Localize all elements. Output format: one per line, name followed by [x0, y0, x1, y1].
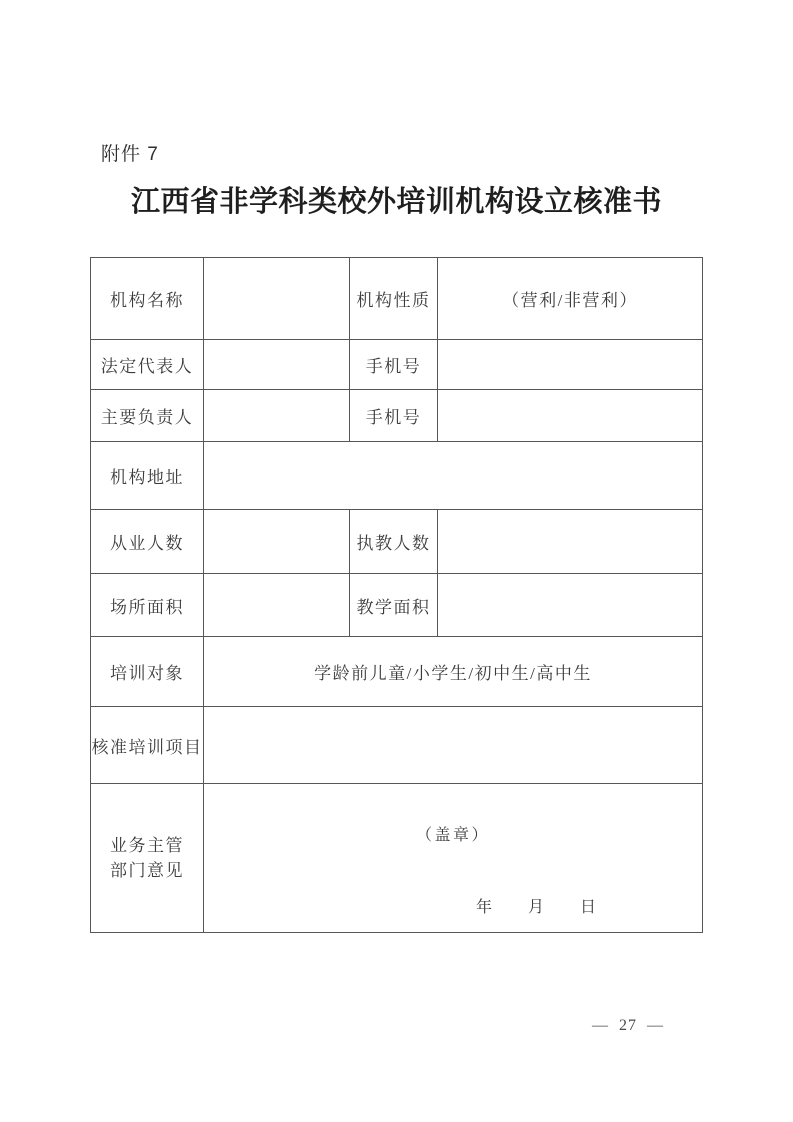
date-day-label: 日 [579, 899, 596, 916]
input-cell-teacher-count [438, 510, 703, 574]
table-row-training-targets [91, 637, 703, 707]
label-legal-representative: 法定代表人 [91, 340, 204, 390]
page-number: — 27 — [592, 1017, 664, 1034]
approval-form-table [90, 257, 703, 933]
attachment-label: 附件 7 [101, 144, 159, 165]
value-training-targets: 学龄前儿童/小学生/初中生/高中生 [204, 637, 703, 707]
input-cell-mobile-number-2 [438, 390, 703, 442]
label-premises-area: 场所面积 [91, 574, 204, 637]
label-mobile-number-2: 手机号 [350, 390, 438, 442]
page-title: 江西省非学科类校外培训机构设立核准书 [130, 186, 662, 218]
date-month-label: 月 [527, 899, 544, 916]
seal-hint: （盖章） [415, 827, 490, 844]
table-row-main-person-in-charge [91, 390, 703, 442]
table-row-institution-address [91, 442, 703, 510]
input-cell-main-person-in-charge [204, 390, 350, 442]
label-staff-count: 从业人数 [91, 510, 204, 574]
input-cell-premises-area [204, 574, 350, 637]
opinion-cell [204, 784, 703, 933]
label-institution-address: 机构地址 [91, 442, 204, 510]
input-cell-institution-name [204, 258, 350, 340]
table-row-legal-representative [91, 340, 703, 390]
table-row-premises-area [91, 574, 703, 637]
input-cell-staff-count [204, 510, 350, 574]
date-year-label: 年 [475, 899, 492, 916]
label-line-1: 业务主管 [110, 836, 184, 855]
input-cell-mobile-number-1 [438, 340, 703, 390]
label-mobile-number-1: 手机号 [350, 340, 438, 390]
table-row-institution-name [91, 258, 703, 340]
label-line-2: 部门意见 [110, 861, 184, 880]
label-teaching-area: 教学面积 [350, 574, 438, 637]
label-teacher-count: 执教人数 [350, 510, 438, 574]
table-row-staff-count [91, 510, 703, 574]
table-row-approved-training-programs [91, 707, 703, 784]
label-supervising-department-opinion [91, 784, 204, 933]
value-institution-nature: （营利/非营利） [438, 258, 703, 340]
input-cell-teaching-area [438, 574, 703, 637]
input-cell-approved-training-programs [204, 707, 703, 784]
label-institution-name: 机构名称 [91, 258, 204, 340]
label-approved-training-programs: 核准培训项目 [91, 707, 204, 784]
label-main-person-in-charge: 主要负责人 [91, 390, 204, 442]
date-line [476, 894, 596, 917]
table-row-supervising-department-opinion [91, 784, 703, 933]
label-training-targets: 培训对象 [91, 637, 204, 707]
input-cell-institution-address [204, 442, 703, 510]
input-cell-legal-representative [204, 340, 350, 390]
label-institution-nature: 机构性质 [350, 258, 438, 340]
